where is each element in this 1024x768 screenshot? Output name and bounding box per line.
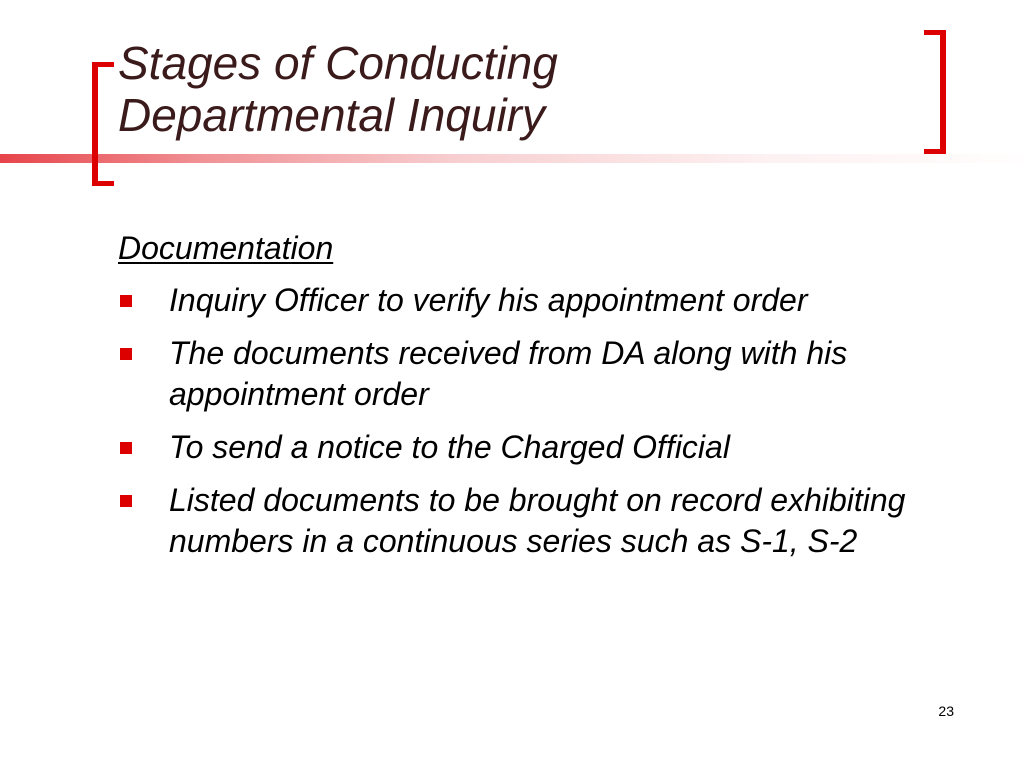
bullet-item — [118, 427, 978, 468]
left-bracket-decoration — [92, 62, 114, 186]
square-bullet-icon — [120, 348, 132, 360]
bullet-item — [118, 480, 978, 562]
square-bullet-icon — [120, 495, 132, 507]
bullet-item — [118, 280, 978, 321]
right-bracket-decoration — [924, 30, 946, 154]
bullet-item — [118, 333, 978, 415]
page-number: 23 — [938, 703, 954, 719]
bullet-text: Inquiry Officer to verify his appointment order — [169, 282, 808, 318]
title-underline-gradient — [0, 154, 1024, 163]
slide-title — [118, 37, 898, 141]
square-bullet-icon — [120, 442, 132, 454]
bullet-list — [118, 280, 978, 574]
slide-title-line-1: Stages of Conducting — [118, 37, 558, 89]
section-subheading: Documentation — [118, 230, 334, 266]
bullet-text: To send a notice to the Charged Official — [169, 429, 730, 465]
slide-title-line-2: Departmental Inquiry — [118, 89, 545, 141]
bullet-text: The documents received from DA along with his appointment order — [169, 335, 848, 412]
bullet-text: Listed documents to be brought on record exhibiting numbers in a continuous series such as S-1, S-2 — [169, 482, 906, 559]
square-bullet-icon — [120, 295, 132, 307]
